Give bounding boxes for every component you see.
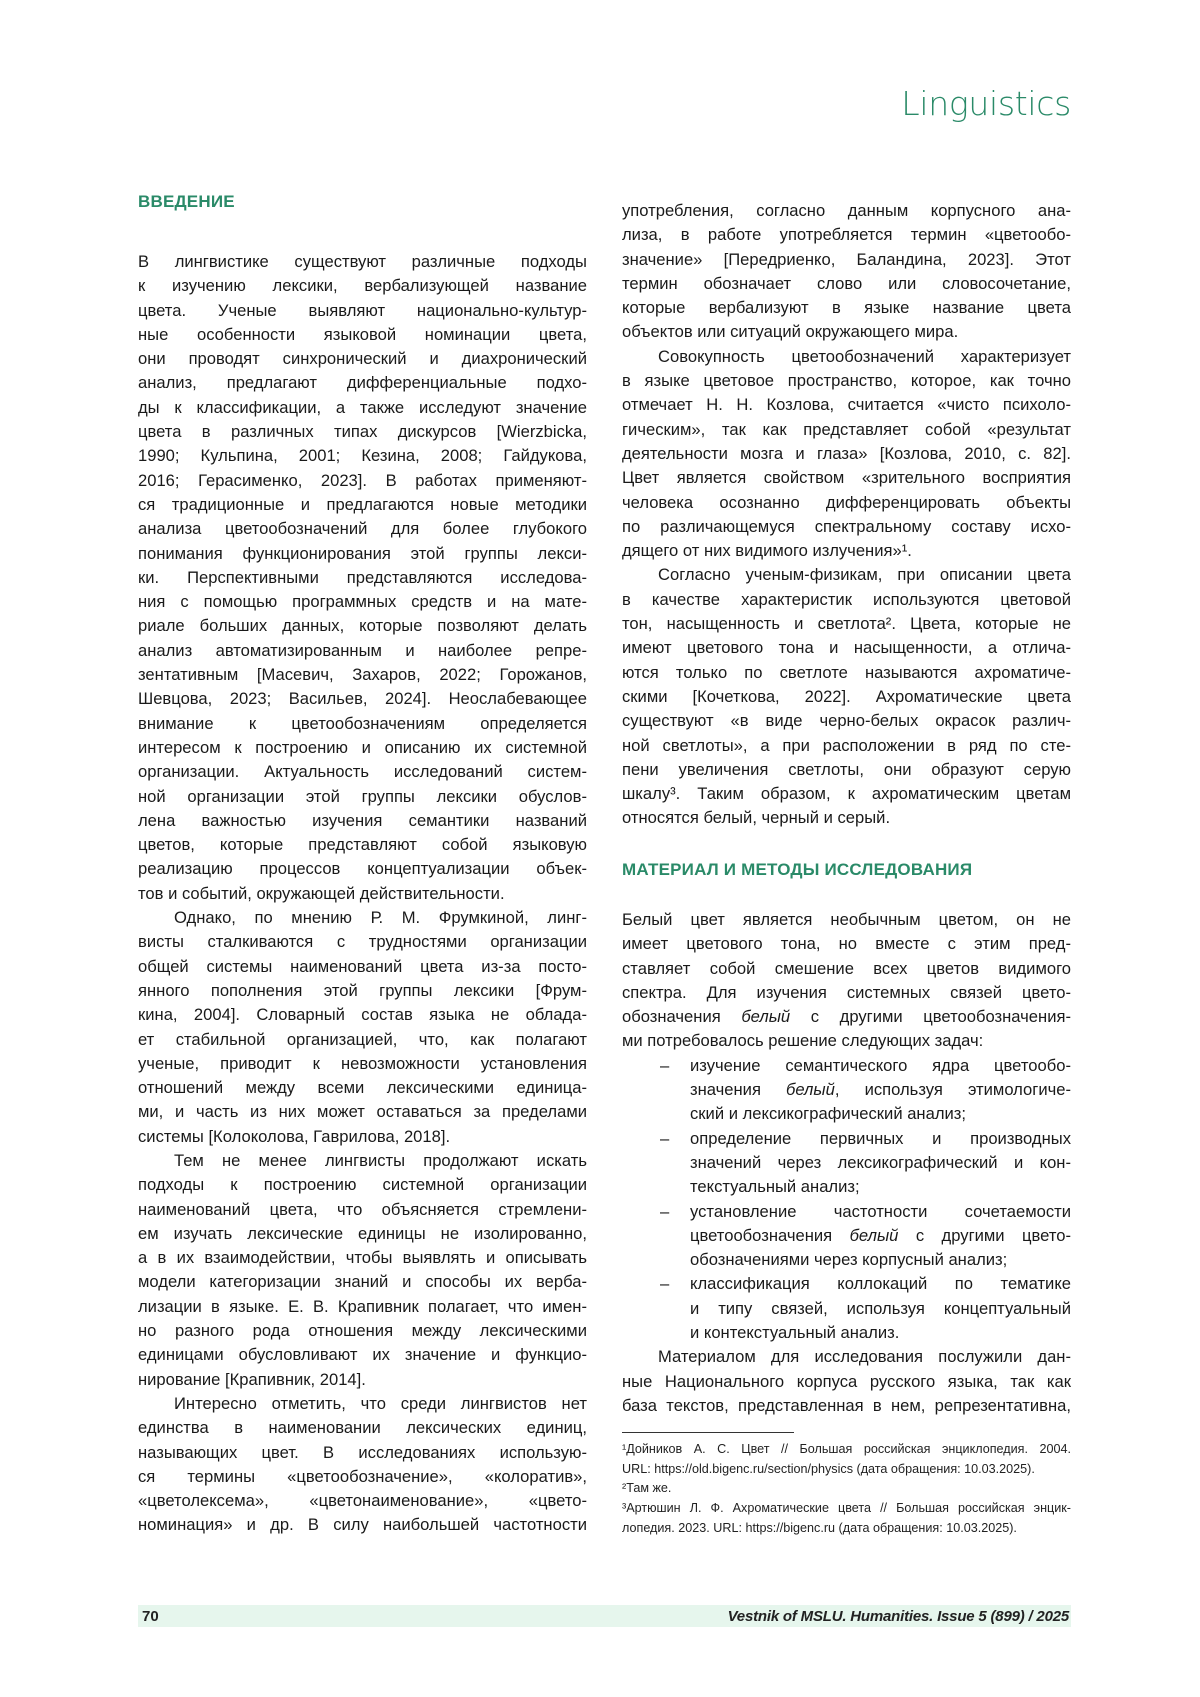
text-line: имеет цветового тона, но вместе с этим пред- [622, 932, 1071, 956]
text-line: и типу связей, используя концептуальный [690, 1297, 1071, 1321]
text-line: ные особенности языковой номинации цвета, [138, 323, 587, 347]
text-line: ский и лексикографический анализ; [690, 1102, 1071, 1126]
text-line: текстуальный анализ; [690, 1175, 1071, 1199]
text-line: дящего от них видимого излучения»¹. [622, 539, 1071, 563]
text-line: номинация» и др. В силу наибольшей частотности [138, 1513, 587, 1537]
text-line: ной организации этой группы лексики обуслов- [138, 785, 587, 809]
text-line: внимание к цветообозначениям определяется [138, 712, 587, 736]
text-line: а в их взаимодействии, чтобы выявлять и описывать [138, 1246, 587, 1270]
text-line: общей системы наименований цвета из-за посто- [138, 955, 587, 979]
footnote-divider [622, 1432, 794, 1433]
text-line: тов и событий, окружающей действительности. [138, 882, 587, 906]
text-line: ды к классификации, а также исследуют значение [138, 396, 587, 420]
text-line: термин обозначает слово или словосочетание, [622, 272, 1071, 296]
text-line: и контекстуальный анализ. [690, 1321, 1071, 1345]
text-segment: значения [690, 1080, 786, 1099]
journal-issue: Vestnik of MSLU. Humanities. Issue 5 (899) / 2025 [728, 1608, 1069, 1625]
text-line: определение первичных и производных [690, 1127, 1071, 1151]
footnote-line: ²Там же. [622, 1479, 1071, 1499]
text-line: отношений между всеми лексическими единица- [138, 1076, 587, 1100]
text-line: Белый цвет является необычным цветом, он не [622, 908, 1071, 932]
section-heading-introduction: ВВЕДЕНИЕ [138, 192, 235, 212]
footnote [622, 1440, 1071, 1479]
text-line: анализа цветообозначений для более глубокого [138, 517, 587, 541]
paragraph [138, 250, 587, 906]
paragraph [138, 1392, 587, 1538]
text-line: цвета в различных типах дискурсов [Wierzbicka, [138, 420, 587, 444]
list-dash-icon: – [660, 1054, 669, 1078]
text-line: организации. Актуальность исследований систем- [138, 760, 587, 784]
paragraph [138, 906, 587, 1149]
footnote [622, 1499, 1071, 1538]
text-line: по различающемуся спектральному составу исхо- [622, 515, 1071, 539]
list-item [622, 1127, 1071, 1200]
text-line: тон, насыщенность и светлота². Цвета, которые не [622, 612, 1071, 636]
text-line: цветов, которые представляют собой языковую [138, 833, 587, 857]
text-line: значений через лексикографический и кон- [690, 1151, 1071, 1175]
text-line: относятся белый, черный и серый. [622, 806, 1071, 830]
text-line: значение» [Передриенко, Баландина, 2023]. Этот [622, 248, 1071, 272]
text-line: ния с помощью программных средств и на мате- [138, 590, 587, 614]
left-column [138, 250, 587, 1538]
text-line: ся термины «цветообозначение», «колоратив», [138, 1465, 587, 1489]
italic-term: белый [741, 1007, 790, 1026]
text-line: единства в наименовании лексических единиц, [138, 1416, 587, 1440]
text-line: янного пополнения этой группы лексики [Фрум- [138, 979, 587, 1003]
paragraph [138, 1149, 587, 1392]
text-line: «цветолексема», «цветонаименование», «цвето- [138, 1489, 587, 1513]
text-line: в качестве характеристик используются цветовой [622, 588, 1071, 612]
text-line: пени увеличения светлоты, они образуют серую [622, 758, 1071, 782]
text-line: деятельности мозга и глаза» [Козлова, 2010, с. 82]. [622, 442, 1071, 466]
text-line: классификация коллокаций по тематике [690, 1272, 1071, 1296]
paragraph [622, 1345, 1071, 1418]
text-line: Шевцова, 2023; Васильев, 2024]. Неослабевающее [138, 687, 587, 711]
text-line: понимания функционирования этой группы лекси- [138, 542, 587, 566]
text-line: установление частотности сочетаемости [690, 1200, 1071, 1224]
journal-section-title: Linguistics [901, 84, 1071, 123]
text-line: цвета. Ученые выявляют национально-культур- [138, 299, 587, 323]
text-line: ки. Перспективными представляются исследова- [138, 566, 587, 590]
text-line [690, 1224, 1071, 1248]
text-line: системы [Колоколова, Гаврилова, 2018]. [138, 1125, 587, 1149]
text-line: гическим», так как представляет собой «результат [622, 418, 1071, 442]
text-line [690, 1078, 1071, 1102]
text-line: В лингвистике существуют различные подходы [138, 250, 587, 274]
text-segment: цветообозначения [690, 1226, 850, 1245]
paragraph [622, 345, 1071, 564]
text-line: ные Национального корпуса русского языка, так как [622, 1370, 1071, 1394]
text-line: ются только по светлоте называются ахроматиче- [622, 661, 1071, 685]
text-line: Однако, по мнению Р. М. Фрумкиной, линг- [138, 906, 587, 930]
text-line: анализ, предлагают дифференциальные подхо- [138, 371, 587, 395]
list-dash-icon: – [660, 1127, 669, 1151]
right-column-top [622, 199, 1071, 831]
footnote [622, 1479, 1071, 1499]
text-line: кина, 2004]. Словарный состав языка не облада- [138, 1003, 587, 1027]
text-line: интересом к построению и описанию их системной [138, 736, 587, 760]
page-footer [138, 1605, 1071, 1627]
text-line: к изучению лексики, вербализующей название [138, 274, 587, 298]
text-line: имеют цветового тона и насыщенности, а отлича- [622, 636, 1071, 660]
text-line: спектра. Для изучения системных связей цвето- [622, 981, 1071, 1005]
text-line: человека осознанно дифференцировать объекты [622, 491, 1071, 515]
text-line: Интересно отметить, что среди лингвистов нет [138, 1392, 587, 1416]
text-line: 1990; Кульпина, 2001; Кезина, 2008; Гайдукова, [138, 444, 587, 468]
text-line [622, 1005, 1071, 1029]
paragraph [622, 563, 1071, 830]
text-segment: , используя этимологиче- [835, 1080, 1071, 1099]
text-line: отмечает Н. Н. Козлова, считается «чисто психоло- [622, 393, 1071, 417]
text-line: ученые, приводит к невозможности установления [138, 1052, 587, 1076]
list-item [622, 1054, 1071, 1127]
text-line: Цвет является свойством «зрительного восприятия [622, 466, 1071, 490]
text-line: употребления, согласно данным корпусного ана- [622, 199, 1071, 223]
text-line: лиза, в работе употребляется термин «цветообо- [622, 223, 1071, 247]
text-line: ной светлоты», а при расположении в ряд по сте- [622, 734, 1071, 758]
footnotes [622, 1440, 1071, 1538]
list-item [622, 1272, 1071, 1345]
text-segment: с другими цветообозначения- [790, 1007, 1071, 1026]
text-line: висты сталкиваются с трудностями организации [138, 930, 587, 954]
text-line: существуют «в виде черно-белых окрасок различ- [622, 709, 1071, 733]
text-line: изучение семантического ядра цветообо- [690, 1054, 1071, 1078]
text-line: модели категоризации знаний и способы их верба- [138, 1270, 587, 1294]
text-line: в языке цветовое пространство, которое, как точно [622, 369, 1071, 393]
text-line: ем изучать лексические единицы не изолированно, [138, 1222, 587, 1246]
text-line: но разного рода отношения между лексическими [138, 1319, 587, 1343]
italic-term: белый [850, 1226, 899, 1245]
text-line: ет стабильной организацией, что, как полагают [138, 1028, 587, 1052]
text-line: скими [Кочеткова, 2022]. Ахроматические цвета [622, 685, 1071, 709]
text-line: Тем не менее лингвисты продолжают искать [138, 1149, 587, 1173]
text-line: риале больших данных, которые позволяют делать [138, 614, 587, 638]
footnote-line: лопедия. 2023. URL: https://bigenc.ru (дата обращения: 10.03.2025). [622, 1519, 1071, 1539]
text-line: называющих цвет. В исследованиях использую- [138, 1441, 587, 1465]
text-line: ми, и часть из них может оставаться за пределами [138, 1100, 587, 1124]
footnote-line: URL: https://old.bigenc.ru/section/physics (дата обращения: 10.03.2025). [622, 1460, 1071, 1480]
text-segment: с другими цвето- [898, 1226, 1071, 1245]
text-line: лена важностью изучения семантики названий [138, 809, 587, 833]
text-line: Совокупность цветообозначений характеризует [622, 345, 1071, 369]
text-line: ставляет собой смешение всех цветов видимого [622, 957, 1071, 981]
text-line: Материалом для исследования послужили дан- [622, 1345, 1071, 1369]
text-line: объектов или ситуаций окружающего мира. [622, 320, 1071, 344]
text-line: 2016; Герасименко, 2023]. В работах применяют- [138, 469, 587, 493]
text-line: анализ автоматизированным и наиболее репре- [138, 639, 587, 663]
text-line: единицами обусловливают их значение и функцио- [138, 1343, 587, 1367]
page-number: 70 [142, 1608, 159, 1625]
list-item [622, 1200, 1071, 1273]
text-segment: обозначения [622, 1007, 741, 1026]
footnote-line: ³Артюшин Л. Ф. Ахроматические цвета // Большая российская энцик- [622, 1499, 1071, 1519]
text-line: ми потребовалось решение следующих задач: [622, 1029, 1071, 1053]
text-line: наименований цвета, что объясняется стремлени- [138, 1198, 587, 1222]
text-line: зентативным [Масевич, Захаров, 2022; Горожанов, [138, 663, 587, 687]
italic-term: белый [786, 1080, 835, 1099]
text-line: нирование [Крапивник, 2014]. [138, 1368, 587, 1392]
right-column-bottom [622, 908, 1071, 1418]
footnote-line: ¹Дойников А. С. Цвет // Большая российская энциклопедия. 2004. [622, 1440, 1071, 1460]
text-line: реализацию процессов концептуализации объек- [138, 857, 587, 881]
text-line: лизации в языке. Е. В. Крапивник полагает, что имен- [138, 1295, 587, 1319]
text-line: ся традиционные и предлагаются новые методики [138, 493, 587, 517]
text-line: подходы к построению системной организации [138, 1173, 587, 1197]
list-dash-icon: – [660, 1272, 669, 1296]
list-dash-icon: – [660, 1200, 669, 1224]
text-line: обозначениями через корпусный анализ; [690, 1248, 1071, 1272]
text-line: они проводят синхронический и диахронический [138, 347, 587, 371]
section-heading-materials-methods: МАТЕРИАЛ И МЕТОДЫ ИССЛЕДОВАНИЯ [622, 860, 972, 880]
text-line: шкалу³. Таким образом, к ахроматическим цветам [622, 782, 1071, 806]
paragraph [622, 908, 1071, 1054]
text-line: Согласно ученым-физикам, при описании цвета [622, 563, 1071, 587]
paragraph [622, 199, 1071, 345]
text-line: база текстов, представленная в нем, репрезентативна, [622, 1394, 1071, 1418]
text-line: которые вербализуют в языке название цвета [622, 296, 1071, 320]
